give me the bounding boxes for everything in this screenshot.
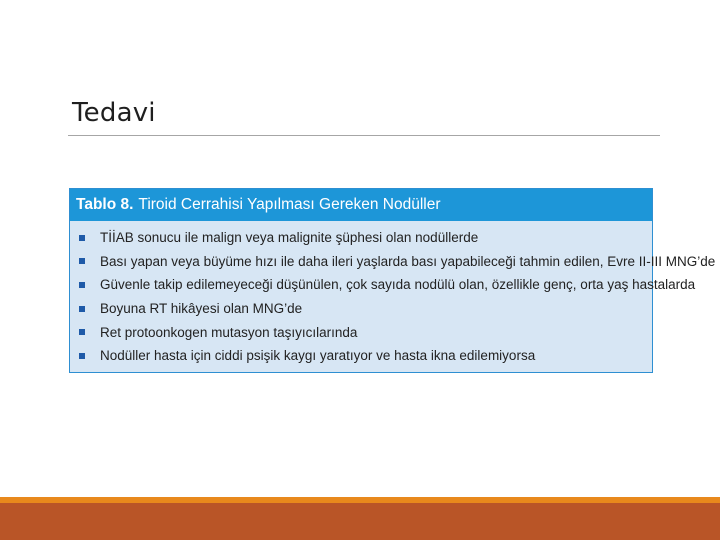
square-bullet-icon [79, 329, 85, 335]
list-item [70, 297, 652, 321]
slide-title: Tedavi [72, 98, 156, 128]
list-item-text: Güvenle takip edilemeyeceği düşünülen, çok sayıda nodülü olan, özellikle genç, orta yaş hastalarda [100, 277, 696, 293]
list-item [70, 273, 696, 297]
square-bullet-icon [79, 235, 85, 241]
table-list [70, 221, 716, 368]
list-item [70, 250, 716, 274]
list-item [70, 344, 652, 368]
title-divider [68, 135, 660, 136]
list-item-text: Ret protoonkogen mutasyon taşıyıcılarında [100, 324, 358, 340]
list-item-text: TİİAB sonucu ile malign veya malignite şüphesi olan nodüllerde [100, 230, 479, 246]
table-header [70, 189, 652, 221]
list-item-text: Bası yapan veya büyüme hızı ile daha ileri yaşlarda bası yapabileceği tahmin edilen, Evre II-III MNG’de [100, 253, 716, 269]
square-bullet-icon [79, 258, 85, 264]
table-8 [69, 188, 716, 373]
list-item-text: Nodüller hasta için ciddi psişik kaygı yaratıyor ve hasta ikna edilemiyorsa [100, 348, 536, 364]
list-item [70, 226, 652, 250]
square-bullet-icon [79, 282, 85, 288]
footer-bar [0, 503, 720, 540]
table-label: Tablo 8. [76, 196, 134, 213]
list-item [70, 320, 652, 344]
square-bullet-icon [79, 306, 85, 312]
square-bullet-icon [79, 353, 85, 359]
table-caption: Tiroid Cerrahisi Yapılması Gereken Nodüller [138, 196, 441, 213]
list-item-text: Boyuna RT hikâyesi olan MNG’de [100, 301, 303, 317]
